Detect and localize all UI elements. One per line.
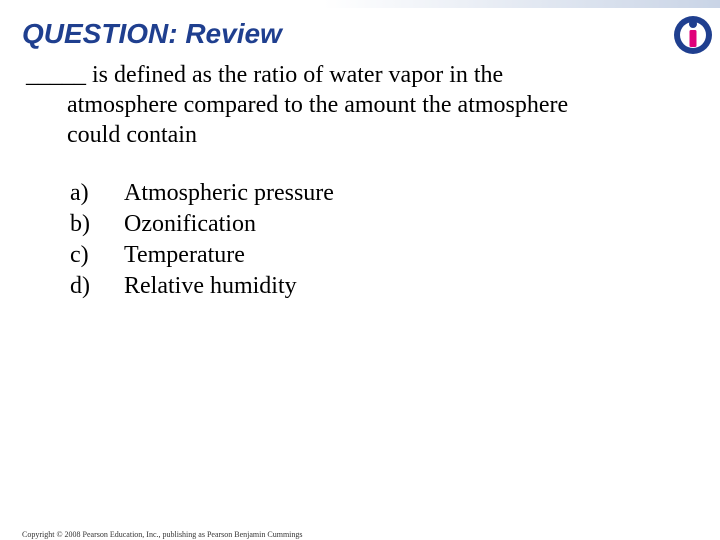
choice-letter: a) — [70, 180, 89, 206]
choice-text: Temperature — [124, 242, 245, 268]
choice-text: Ozonification — [124, 211, 256, 237]
copyright-footer: Copyright © 2008 Pearson Education, Inc., publishing as Pearson Benjamin Cummings — [22, 530, 303, 539]
question-text — [26, 60, 686, 150]
top-gradient-band — [0, 0, 720, 8]
choice-c — [70, 240, 334, 271]
choice-text: Relative humidity — [124, 273, 297, 299]
choice-b — [70, 209, 334, 240]
info-i-icon — [672, 14, 714, 56]
choice-letter: c) — [70, 242, 89, 268]
question-line-3: could contain — [67, 122, 197, 148]
choice-a — [70, 178, 334, 209]
answer-choices — [70, 178, 334, 302]
choice-d — [70, 271, 334, 302]
question-line-2: atmosphere compared to the amount the atmosphere — [67, 92, 569, 118]
slide-title: QUESTION: Review — [22, 18, 282, 49]
choice-letter: d) — [70, 273, 90, 299]
question-line-1: _____ is defined as the ratio of water vapor in the — [26, 62, 504, 88]
choice-text: Atmospheric pressure — [124, 180, 334, 206]
choice-letter: b) — [70, 211, 90, 237]
